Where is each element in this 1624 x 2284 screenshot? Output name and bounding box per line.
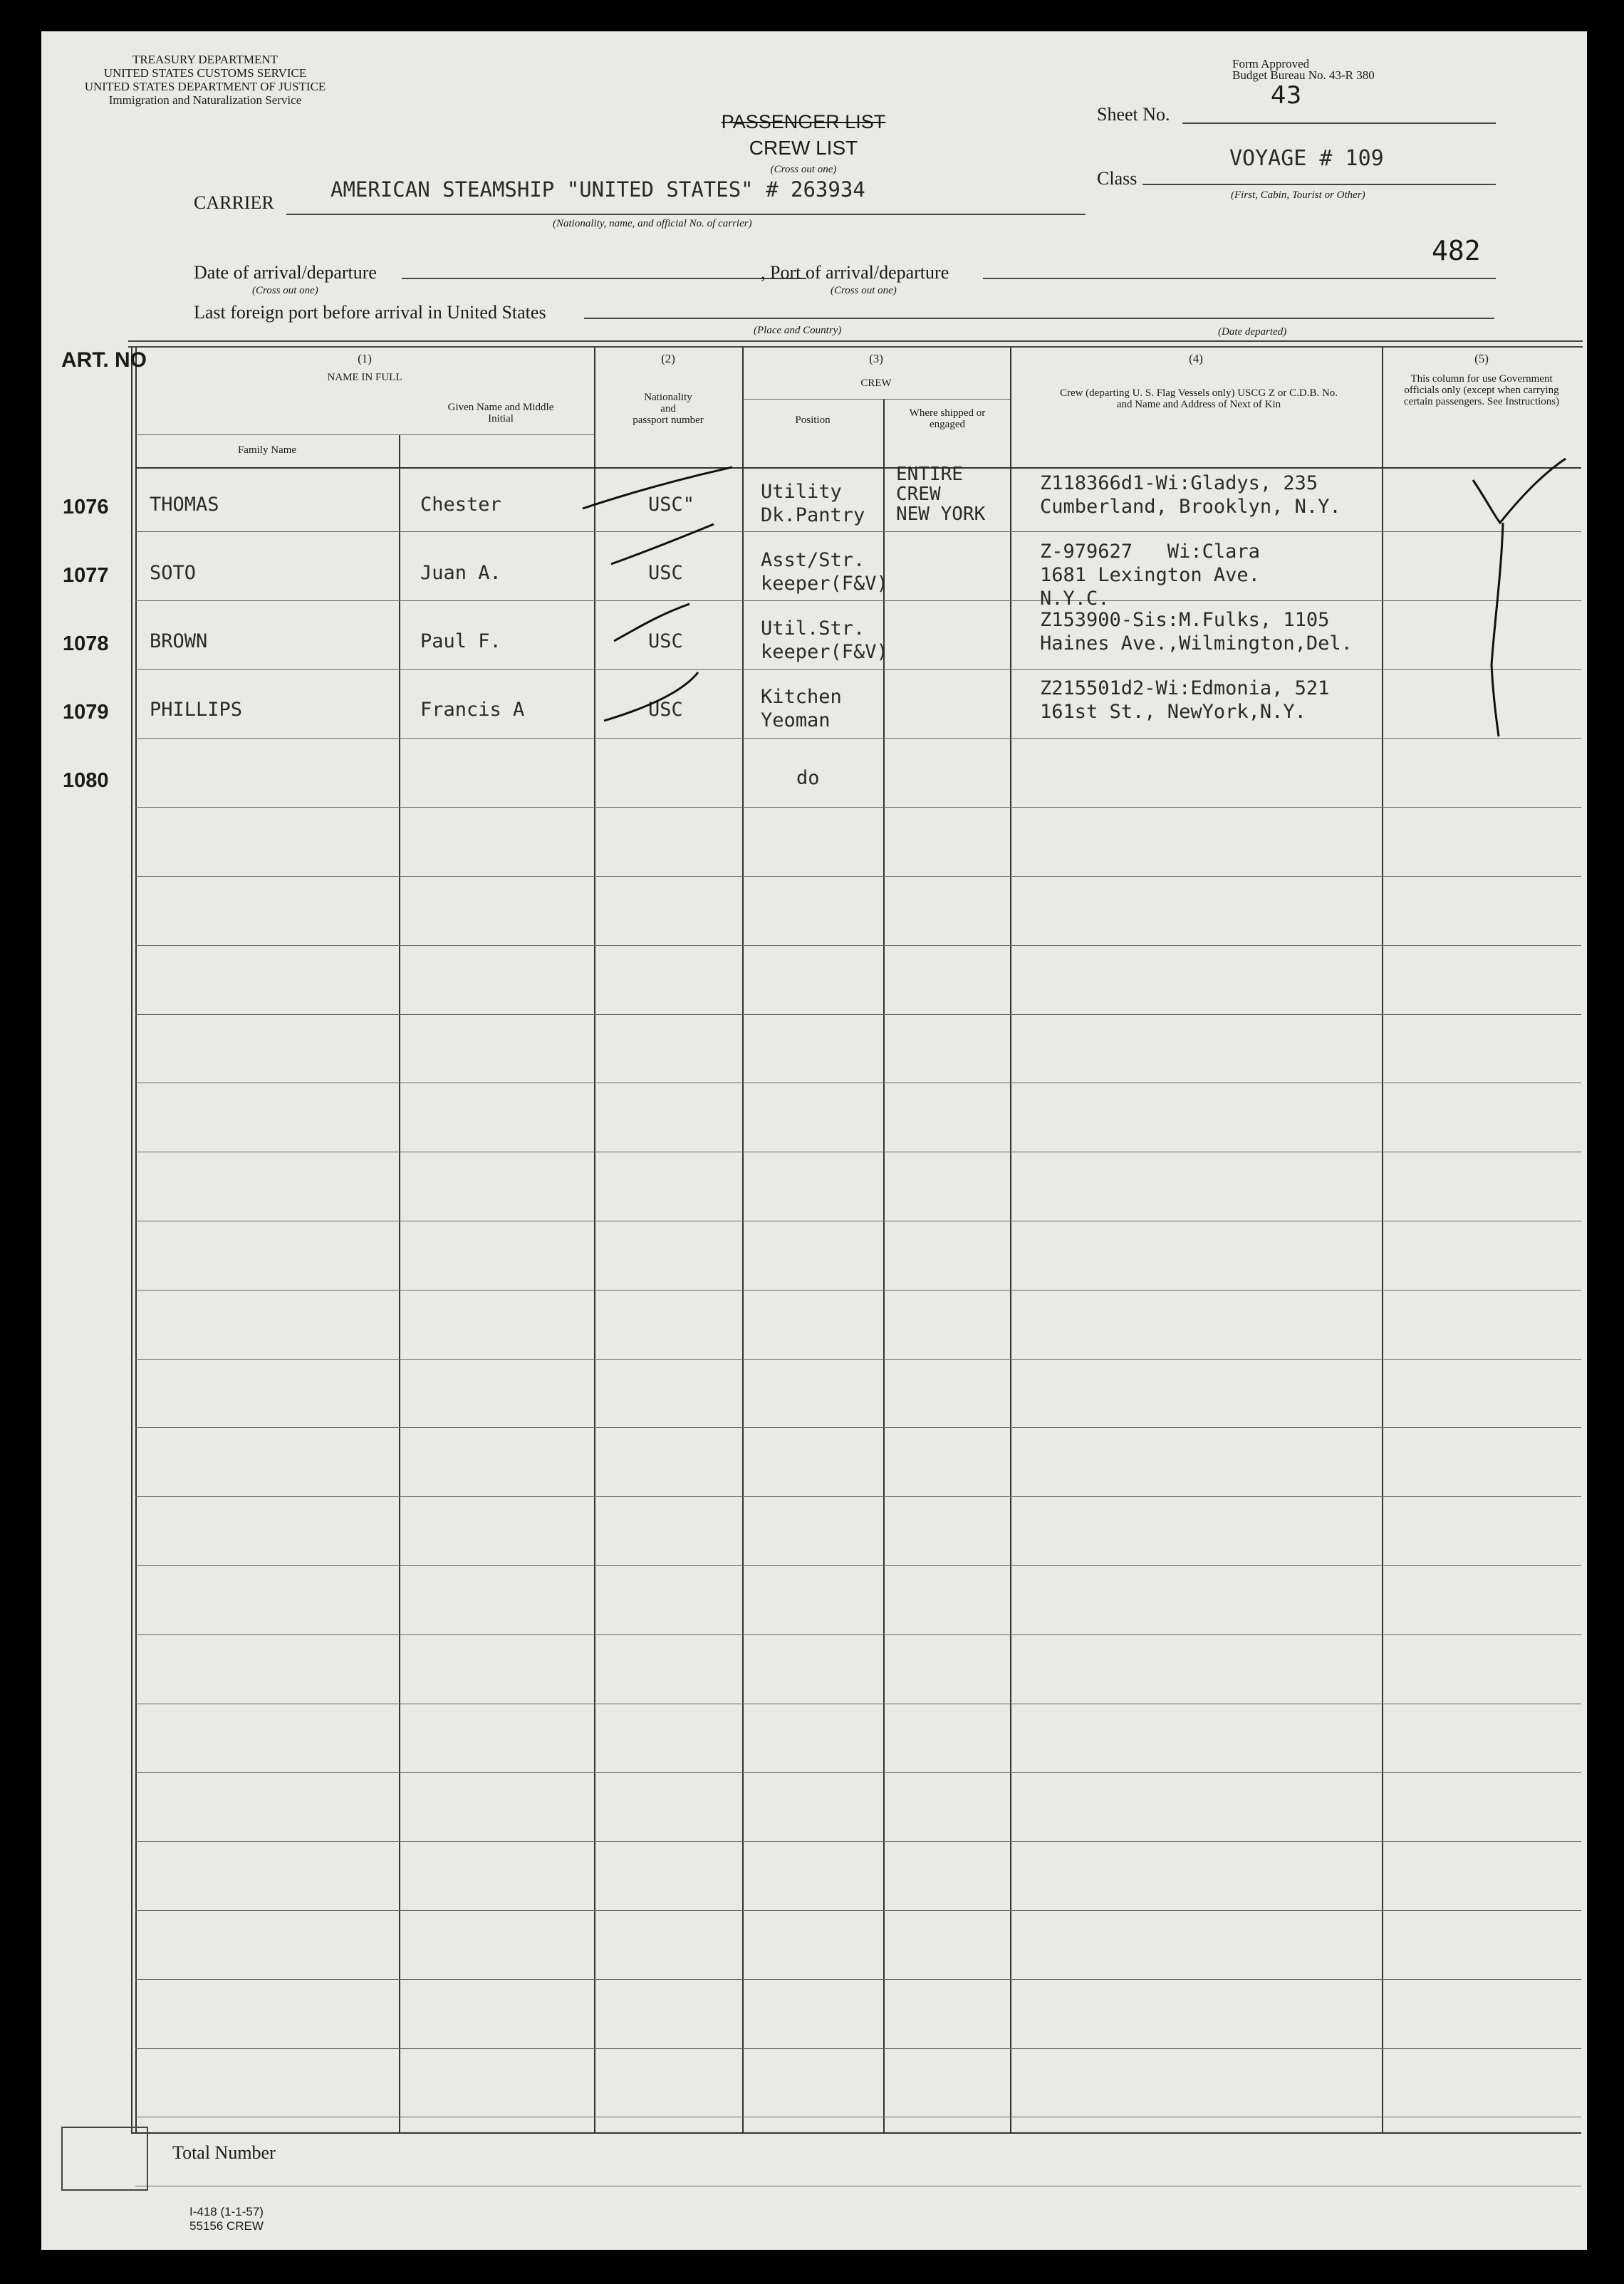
col1-given-header: Given Name and Middle Initial	[447, 402, 554, 424]
nationality-check-marks	[540, 430, 782, 729]
date-label: Date of arrival/departure	[194, 262, 377, 283]
nationality-cell: USC	[648, 630, 683, 652]
col-rule	[1382, 348, 1383, 2134]
crew-list-form	[41, 31, 1587, 2250]
agency-line: UNITED STATES CUSTOMS SERVICE	[103, 66, 307, 80]
page-stamp: 482	[1432, 235, 1481, 266]
col1-title: NAME IN FULL	[327, 372, 402, 383]
place-hint: (Place and Country)	[754, 325, 842, 336]
row-rule	[135, 1910, 1581, 1911]
carrier-value: AMERICAN STEAMSHIP "UNITED STATES" # 263934	[330, 177, 865, 202]
header-bottom-rule	[135, 467, 1581, 469]
row-rule	[135, 1496, 1581, 1497]
header-subrule	[135, 434, 594, 435]
carrier-hint: (Nationality, name, and official No. of carrier)	[553, 218, 752, 229]
given-name-cell: Paul F.	[420, 630, 501, 652]
class-hint: (First, Cabin, Tourist or Other)	[1231, 189, 1365, 201]
header-subrule	[742, 399, 1010, 400]
agency-line: TREASURY DEPARTMENT	[132, 53, 279, 66]
row-rule	[135, 945, 1581, 946]
row-rule	[135, 807, 1581, 808]
row-rule	[135, 669, 1581, 670]
row-number: 1077	[63, 564, 109, 587]
col-rule	[1010, 348, 1011, 2134]
given-name-cell: Juan A.	[420, 562, 501, 584]
port-hint: (Cross out one)	[831, 285, 897, 296]
art-no-header: ART. NO	[61, 348, 147, 372]
table-top-rule-2	[128, 346, 1583, 348]
row-number: 1078	[63, 632, 109, 655]
col-rule	[131, 348, 132, 2134]
col-rule	[399, 434, 400, 2134]
carrier-line	[286, 214, 1086, 215]
total-number-label: Total Number	[172, 2142, 276, 2163]
agency-line: Immigration and Naturalization Service	[108, 93, 302, 107]
col-rule	[135, 348, 137, 2134]
col3-number: (3)	[869, 352, 883, 365]
col3-title: CREW	[860, 377, 892, 389]
where-shipped-cell: ENTIRE CREW NEW YORK	[896, 464, 986, 525]
table-bottom-rule	[131, 2132, 1581, 2134]
col2-number: (2)	[661, 352, 675, 365]
row-number: 1080	[63, 769, 109, 792]
row-rule	[135, 1979, 1581, 1980]
col4-number: (4)	[1189, 352, 1203, 365]
cross-out-hint: (Cross out one)	[770, 164, 837, 175]
sheet-label: Sheet No.	[1097, 104, 1170, 125]
next-of-kin-cell: Z-979627 Wi:Clara 1681 Lexington Ave. N.Y.C.	[1040, 541, 1260, 610]
row-rule	[135, 1772, 1581, 1773]
position-cell: Kitchen Yeoman	[761, 686, 842, 731]
given-name-cell: Chester	[420, 494, 501, 516]
check-stroke	[614, 604, 689, 641]
table-top-rule	[128, 340, 1583, 342]
check-stroke	[1492, 523, 1503, 736]
total-number-box	[61, 2127, 148, 2191]
row-rule	[135, 1841, 1581, 1842]
row-rule	[135, 1634, 1581, 1635]
position-cell: Util.Str. keeper(F&V)	[761, 617, 888, 663]
date-line	[402, 278, 806, 279]
passenger-list-title: PASSENGER LIST	[721, 111, 886, 132]
form-approved: Form Approved	[1232, 57, 1310, 71]
sheet-line	[1182, 122, 1496, 124]
col1-number: (1)	[358, 352, 372, 365]
nationality-cell: USC	[648, 562, 683, 584]
position-cell: do	[796, 767, 820, 789]
col1-family-header: Family Name	[237, 444, 297, 456]
agency-block	[77, 53, 333, 107]
check-stroke	[604, 672, 698, 721]
row-number: 1076	[63, 496, 109, 518]
family-name-cell: THOMAS	[150, 494, 219, 516]
row-rule	[135, 1014, 1581, 1015]
col5-number: (5)	[1474, 352, 1489, 365]
budget-bureau: Budget Bureau No. 43-R 380	[1232, 68, 1375, 82]
row-rule	[135, 600, 1581, 601]
col3-where-header: Where shipped or engaged	[909, 407, 986, 430]
next-of-kin-cell: Z118366d1-Wi:Gladys, 235 Cumberland, Brooklyn, N.Y.	[1040, 472, 1341, 518]
row-rule	[135, 738, 1581, 739]
col3-position-header: Position	[795, 414, 831, 426]
check-stroke	[583, 467, 732, 509]
row-rule	[135, 531, 1581, 532]
form-code: 55156 CREW	[189, 2219, 264, 2233]
col2-title: and	[660, 403, 676, 414]
sheet-number: 43	[1271, 81, 1302, 110]
last-port-line	[584, 318, 1084, 319]
check-stroke	[611, 524, 714, 564]
port-label: , Port of arrival/departure	[761, 262, 949, 283]
nationality-cell: USC	[648, 699, 683, 721]
check-stroke	[1473, 459, 1566, 523]
date-hint: (Cross out one)	[252, 285, 318, 296]
next-of-kin-cell: Z153900-Sis:M.Fulks, 1105 Haines Ave.,Wilmington,Del.	[1040, 609, 1353, 655]
class-label: Class	[1097, 168, 1138, 189]
date-departed-hint: (Date departed)	[1218, 326, 1287, 338]
class-line	[1142, 184, 1496, 185]
row-rule	[135, 1359, 1581, 1360]
col4-title: Crew (departing U. S. Flag Vessels only) USCG Z or C.D.B. No. and Name and Address of Next of Kin	[1059, 387, 1338, 410]
col2-title: Nationality	[644, 392, 692, 403]
family-name-cell: PHILLIPS	[150, 699, 243, 721]
nationality-cell: USC"	[648, 494, 695, 516]
family-name-cell: BROWN	[150, 630, 208, 652]
class-value: VOYAGE # 109	[1229, 146, 1384, 171]
given-name-cell: Francis A	[420, 699, 525, 721]
port-line	[983, 278, 1496, 279]
next-of-kin-cell: Z215501d2-Wi:Edmonia, 521 161st St., NewYork,N.Y.	[1040, 677, 1330, 723]
row-number: 1079	[63, 701, 109, 724]
date-departed-line	[1053, 318, 1494, 319]
col2-title: passport number	[633, 414, 704, 426]
crew-list-title: CREW LIST	[749, 137, 858, 159]
agency-line: UNITED STATES DEPARTMENT OF JUSTICE	[84, 80, 326, 93]
row-rule	[135, 1565, 1581, 1566]
row-rule	[135, 2048, 1581, 2049]
official-check-mark	[1459, 430, 1587, 744]
row-rule	[135, 876, 1581, 877]
position-cell: Asst/Str. keeper(F&V)	[761, 549, 888, 595]
form-number: I-418 (1-1-57)	[189, 2205, 264, 2218]
last-port-label: Last foreign port before arrival in United States	[194, 302, 546, 323]
family-name-cell: SOTO	[150, 562, 197, 584]
position-cell: Utility Dk.Pantry	[761, 481, 865, 526]
col5-title: This column for use Government officials only (except when carrying certain passengers. See Instructions)	[1403, 373, 1560, 407]
carrier-label: CARRIER	[194, 192, 274, 213]
row-rule	[135, 1427, 1581, 1428]
